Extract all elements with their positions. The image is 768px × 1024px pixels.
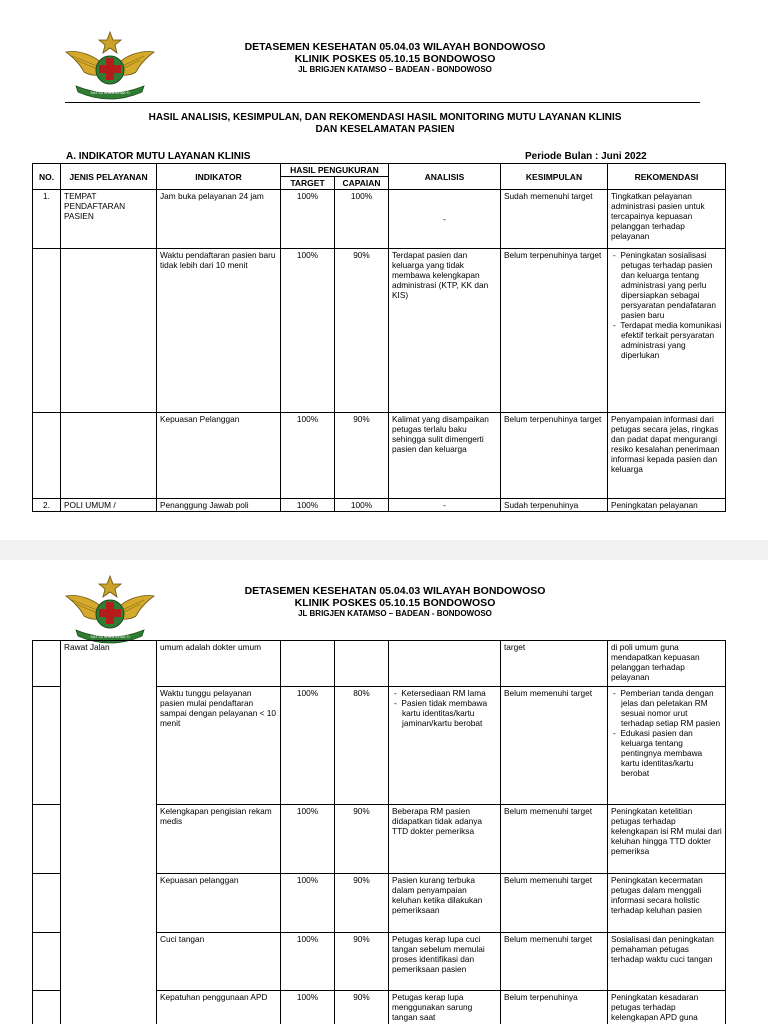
- cell-analisis: Kalimat yang disampaikan petugas terlalu baku sehingga sulit dimengerti pasien dan keluarga: [389, 413, 501, 499]
- cell-target: [281, 641, 335, 687]
- cell-rekomendasi: Tingkatkan pelayanan administrasi pasien untuk tercapainya kepuasan pelanggan terhadap pelayanan: [608, 190, 726, 249]
- cell-rekomendasi: Peningkatan pelayanan: [608, 499, 726, 512]
- cell-analisis: [389, 641, 501, 687]
- cell-kesimpulan: Belum memenuhi target: [501, 805, 608, 874]
- cell-kesimpulan: target: [501, 641, 608, 687]
- col-header-rekomendasi: REKOMENDASI: [608, 164, 726, 190]
- cell-jenis: POLI UMUM /: [61, 499, 157, 512]
- col-header-target: TARGET: [281, 177, 335, 190]
- cell-no: [33, 641, 61, 687]
- emblem-logo: [62, 30, 158, 102]
- document-title: [90, 112, 680, 136]
- cell-kesimpulan: Belum terpenuhinya: [501, 991, 608, 1024]
- cell-capaian: 90%: [335, 249, 389, 413]
- cell-rekomendasi: Peningkatan kecermatan petugas dalam menggali informasi secara holistic terhadap keluhan pasien: [608, 874, 726, 933]
- cell-capaian: 100%: [335, 190, 389, 249]
- cell-target: 100%: [281, 874, 335, 933]
- cell-indikator: Kepuasan Pelanggan: [157, 413, 281, 499]
- cell-no: 1.: [33, 190, 61, 249]
- cell-no: 2.: [33, 499, 61, 512]
- indicator-table-page-2: [32, 640, 726, 1024]
- cell-rekomendasi: [608, 687, 726, 805]
- col-header-capaian: CAPAIAN: [335, 177, 389, 190]
- cell-rekomendasi: Peningkatan kesadaran petugas terhadap kelengkapan APD guna: [608, 991, 726, 1024]
- cell-analisis: Petugas kerap lupa cuci tangan sebelum memulai proses identifikasi dan pemeriksaan pasien: [389, 933, 501, 991]
- cell-no: [33, 991, 61, 1024]
- cell-target: 100%: [281, 249, 335, 413]
- col-header-hasil: HASIL PENGUKURAN: [281, 164, 389, 177]
- letterhead-line-1: DETASEMEN KESEHATAN 05.04.03 WILAYAH BONDOWOSO: [244, 585, 546, 597]
- letterhead-line-3: JL BRIGJEN KATAMSO – BADEAN - BONDOWOSO: [298, 65, 492, 74]
- cell-rekomendasi: [608, 249, 726, 413]
- table-row: [33, 413, 726, 499]
- recommendation-item: - Terdapat media komunikasi efektif terkait persyaratan administrasi yang diperlukan: [613, 320, 722, 360]
- cell-analisis: -: [389, 190, 501, 249]
- col-header-analisis: ANALISIS: [389, 164, 501, 190]
- cell-rekomendasi: di poli umum guna mendapatkan kepuasan pelanggan terhadap pelayanan: [608, 641, 726, 687]
- cell-analisis: Terdapat pasien dan keluarga yang tidak membawa kelengkapan administrasi (KTP, KK dan KIS): [389, 249, 501, 413]
- cell-no: [33, 933, 61, 991]
- cell-analisis: -: [389, 499, 501, 512]
- cell-target: 100%: [281, 190, 335, 249]
- cell-jenis: [61, 413, 157, 499]
- table-row: [33, 249, 726, 413]
- cell-capaian: 90%: [335, 933, 389, 991]
- cell-analisis: Petugas kerap lupa menggunakan sarung tangan saat: [389, 991, 501, 1024]
- cell-capaian: 100%: [335, 499, 389, 512]
- cell-rekomendasi: Peningkatan ketelitian petugas terhadap kelengkapan isi RM mulai dari keluhan hingga TTD dokter pemeriksa: [608, 805, 726, 874]
- cell-capaian: 90%: [335, 413, 389, 499]
- cell-indikator: Waktu pendaftaran pasien baru tidak lebih dari 10 menit: [157, 249, 281, 413]
- cell-kesimpulan: Belum memenuhi target: [501, 874, 608, 933]
- letterhead: [160, 41, 630, 75]
- cell-jenis: Rawat Jalan: [61, 641, 157, 1024]
- cell-no: [33, 805, 61, 874]
- cell-target: 100%: [281, 933, 335, 991]
- analysis-item: - Ketersediaan RM lama: [394, 688, 486, 698]
- document-title-line-2: DAN KESELAMATAN PASIEN: [315, 124, 455, 135]
- cell-kesimpulan: Sudah terpenuhinya: [501, 499, 608, 512]
- cell-capaian: 80%: [335, 687, 389, 805]
- letterhead-divider: [65, 102, 700, 103]
- cell-analisis: [389, 687, 501, 805]
- cell-indikator: Waktu tunggu pelayanan pasien mulai pendaftaran sampai dengan pelayanan < 10 menit: [157, 687, 281, 805]
- cell-rekomendasi: Sosialisasi dan peningkatan pemahaman petugas terhadap waktu cuci tangan: [608, 933, 726, 991]
- letterhead-line-2: KLINIK POSKES 05.10.15 BONDOWOSO: [294, 53, 496, 65]
- cell-analisis: Beberapa RM pasien didapatkan tidak adanya TTD dokter pemeriksa: [389, 805, 501, 874]
- indicator-table-page-1: [32, 163, 726, 512]
- cell-capaian: 90%: [335, 991, 389, 1024]
- cell-no: [33, 687, 61, 805]
- cell-rekomendasi: Penyampaian informasi dari petugas secara jelas, ringkas dan padat dapat mengurangi resiko kesalahan penerimaan informasi kepada pasien dan keluarga: [608, 413, 726, 499]
- cell-no: [33, 249, 61, 413]
- recommendation-item: - Peningkatan sosialisasi petugas terhadap pasien dan keluarga tentang administrasi yang perlu dipersiapkan sebagai persyaratan pendafataran pasien baru: [613, 250, 717, 320]
- cell-target: 100%: [281, 805, 335, 874]
- document-title-line-1: HASIL ANALISIS, KESIMPULAN, DAN REKOMENDASI HASIL MONITORING MUTU LAYANAN KLINIS: [148, 112, 622, 123]
- letterhead: [160, 585, 630, 619]
- cell-jenis: TEMPAT PENDAFTARAN PASIEN: [61, 190, 157, 249]
- cell-kesimpulan: Belum memenuhi target: [501, 933, 608, 991]
- recommendation-item: - Edukasi pasien dan keluarga tentang pentingnya membawa kartu identitas/kartu berobat: [613, 728, 703, 778]
- section-heading: A. INDIKATOR MUTU LAYANAN KLINIS: [66, 151, 251, 162]
- cell-kesimpulan: Belum memenuhi target: [501, 687, 608, 805]
- period-label: Periode Bulan : Juni 2022: [525, 151, 647, 162]
- cell-indikator: Jam buka pelayanan 24 jam: [157, 190, 281, 249]
- letterhead-line-1: DETASEMEN KESEHATAN 05.04.03 WILAYAH BONDOWOSO: [244, 41, 546, 53]
- cell-jenis: [61, 249, 157, 413]
- cell-indikator: Penanggung Jawab poli: [157, 499, 281, 512]
- cell-no: [33, 413, 61, 499]
- cell-target: 100%: [281, 687, 335, 805]
- cell-capaian: 90%: [335, 874, 389, 933]
- cell-capaian: [335, 641, 389, 687]
- cell-target: 100%: [281, 413, 335, 499]
- cell-kesimpulan: Sudah memenuhi target: [501, 190, 608, 249]
- cell-target: 100%: [281, 499, 335, 512]
- cell-indikator: Kepatuhan penggunaan APD: [157, 991, 281, 1024]
- cell-indikator: Kelengkapan pengisian rekam medis: [157, 805, 281, 874]
- cell-indikator: Cuci tangan: [157, 933, 281, 991]
- col-header-indikator: INDIKATOR: [157, 164, 281, 190]
- cell-no: [33, 874, 61, 933]
- cell-kesimpulan: Belum terpenuhinya target: [501, 249, 608, 413]
- col-header-jenis: JENIS PELAYANAN: [61, 164, 157, 190]
- emblem-logo: [62, 574, 158, 646]
- svg-text:SATYA WIRA BHAKTI: SATYA WIRA BHAKTI: [90, 90, 130, 95]
- col-header-no: NO.: [33, 164, 61, 190]
- svg-text:SATYA WIRA BHAKTI: SATYA WIRA BHAKTI: [90, 634, 130, 639]
- letterhead-line-3: JL BRIGJEN KATAMSO – BADEAN - BONDOWOSO: [298, 609, 492, 618]
- cell-indikator: Kepuasan pelanggan: [157, 874, 281, 933]
- recommendation-item: - Pemberian tanda dengan jelas dan peletakan RM sesuai nomor urut terhadap setiap RM pasien: [613, 688, 721, 728]
- col-header-kesimpulan: KESIMPULAN: [501, 164, 608, 190]
- cell-kesimpulan: Belum terpenuhinya target: [501, 413, 608, 499]
- document-page-2: [0, 560, 768, 1024]
- page-gap: [0, 540, 768, 560]
- cell-target: 100%: [281, 991, 335, 1024]
- cell-analisis: Pasien kurang terbuka dalam penyampaian keluhan ketika dilakukan pemeriksaan: [389, 874, 501, 933]
- table-row: [33, 499, 726, 512]
- table-row: [33, 190, 726, 249]
- letterhead-line-2: KLINIK POSKES 05.10.15 BONDOWOSO: [294, 597, 496, 609]
- cell-indikator: umum adalah dokter umum: [157, 641, 281, 687]
- analysis-item: - Pasien tidak membawa kartu identitas/kartu jaminan/kartu berobat: [394, 698, 488, 728]
- table-row: [33, 641, 726, 687]
- cell-capaian: 90%: [335, 805, 389, 874]
